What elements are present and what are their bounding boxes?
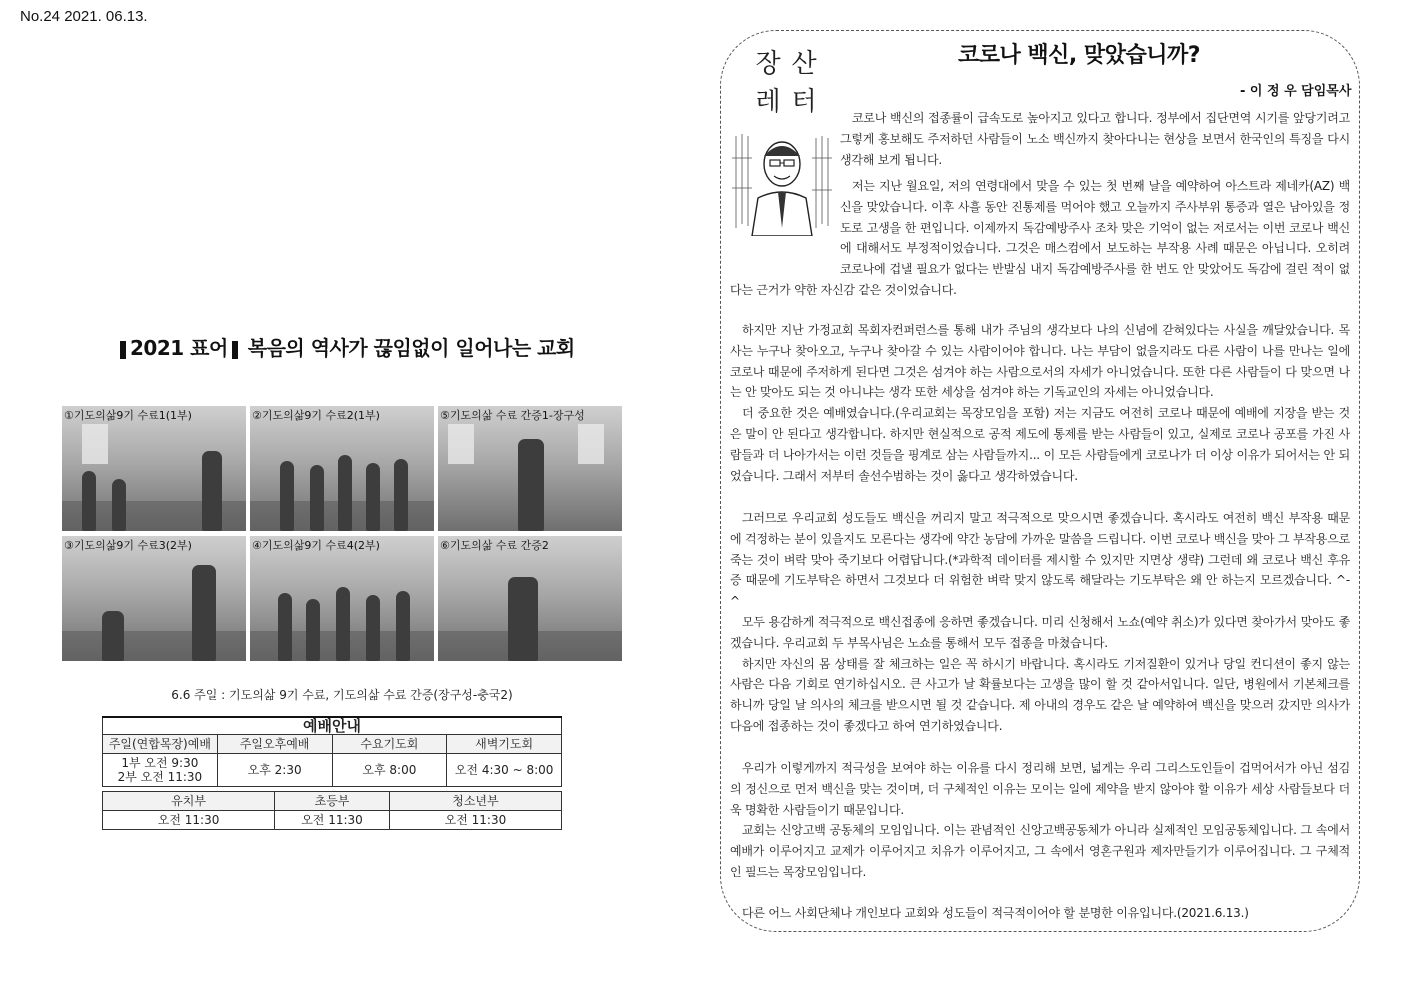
bar-mark [232,341,238,359]
photo-caption: ②기도의삶9기 수료2(1부) [252,409,380,422]
worship-schedule-table [102,716,562,830]
person-figure [192,565,216,661]
table-header: 수요기도회 [332,735,447,754]
paragraph-group [730,508,1350,737]
table-cell: 오전 11:30 [103,811,275,830]
table-header: 유치부 [103,792,275,811]
table-header: 초등부 [275,792,390,811]
column-paragraph: 교회는 신앙고백 공동체의 모임입니다. 이는 관념적인 신앙고백공동체가 아니라 실제적인 모임공동체입니다. 그 속에서 예배가 이루어지고 교제가 이루어지고 치유가 이루어지고, 그 속에서 영혼구원과 제자만들기가 이루어집니다. 그 구체적인 필드는 목장모임입니다. [730,823,1350,879]
person-figure [102,611,124,661]
service-time: 2부 오전 11:30 [117,770,203,784]
person-figure [394,459,408,531]
photo-window [82,424,108,464]
table-cell: 오전 4:30 ~ 8:00 [447,754,562,787]
person-figure [306,599,320,661]
photo-caption: ④기도의삶9기 수료4(2부) [252,539,380,552]
column-title: 코로나 백신, 맞았습니까? [958,43,1200,68]
paragraph [840,108,1350,170]
table-header: 주일(연합목장)예배 [103,735,218,754]
photo-window [578,424,604,464]
photo-caption: ⑥기도의삶 수료 간증2 [440,539,549,552]
column-paragraph: 저는 지난 월요일, 저의 연령대에서 맞을 수 있는 첫 번째 날을 예약하여 아스트라 제네카(AZ) 백신을 맞았습니다. 이후 사흘 동안 진통제를 먹어야 했고 오늘까지 주사부위 통증과 열은 남아있을 정도로 고생을 한 편입니다. 이제까지 독감예방주사 조차 맞은 기억이 없는 저로서는 이번 코로나 백신에 대해서도 부정적이었습니다. 그것은 매스컴에서 보도하는 부작용 사례 때문은 아닙니다. 오히려 코로나에 겁낼 필요가 없다는 반발심 내지 독감예방주사를 한 번도 안 맞았어도 독감에 걸린 적이 없다는 근거가 약한 자신감 같은 것이었습니다. [730,179,1350,297]
table-cell: 오후 2:30 [217,754,332,787]
motto-prefix: 2021 표어 [130,336,228,360]
badge-char: 장 [755,49,781,79]
table-header: 주일오후예배 [217,735,332,754]
badge-char: 산 [791,49,817,79]
table-header: 새벽기도회 [447,735,562,754]
photo-description: 6.6 주일 : 기도의삶 9기 수료, 기도의삶 수료 간증(장구성-충국2) [171,688,513,702]
photo-1 [62,406,246,531]
column-paragraph: 우리가 이렇게까지 적극성을 보여야 하는 이유를 다시 정리해 보면, 넓게는 우리 그리스도인들이 겁먹어서가 아닌 섬김의 정신으로 먼저 백신을 맞는 것이며, 더 구체적인 이유는 모이는 일에 제약을 받지 않아야 할 이유가 세상 사람들보다 더욱 명확한 사람들이기 때문입니다. [730,761,1350,817]
table-header: 청소년부 [389,792,561,811]
photo-caption: ⑤기도의삶 수료 간증1-장구성 [440,409,585,422]
column-badge [752,48,824,120]
column-paragraph: 하지만 지난 가정교회 목회자컨퍼런스를 통해 내가 주님의 생각보다 나의 신념에 갇혀있다는 사실을 깨달았습니다. 목사는 누구나 찾아오고, 누구나 찾아갈 수 있는 사람이어야 합니다. 나는 부담이 없을지라도 다른 사람이 나를 만나는 일에 코로나 때문에 주저하게 된다면 그것은 섬겨야 하는 사람으로서의 자세가 아니었습니다. 또한 다른 사람들이 다 맞으면 나는 안 맞아도 되는 것 아니냐는 생각 또한 세상을 섬겨야 하는 기독교인의 자세는 아니었습니다. [730,323,1350,400]
person-figure [112,479,126,531]
person-figure [518,439,544,531]
column-paragraph: 하지만 자신의 몸 상태를 잘 체크하는 일은 꼭 하시기 바랍니다. 혹시라도 기저질환이 있거나 당일 컨디션이 좋지 않는 사람은 다음 기회로 연기하십시오. 큰 사고가 날 확률보다는 고생을 많이 할 것 같아서입니다. 일단, 병원에서 기본체크를 하니까 당일 날 의사의 체크를 받으시면 될 것 같습니다. 제 아내의 경우도 같은 날 예약하여 백신을 맞으러 갔지만 의사가 다음에 접종하는 것이 좋겠다고 하여 연기하였습니다. [730,656,1350,733]
photo-floor [62,631,246,661]
person-figure [366,463,380,531]
person-figure [202,451,222,531]
column-paragraph: 코로나 백신의 접종률이 급속도로 높아지고 있다고 합니다. 정부에서 집단면역 시기를 앞당기려고 그렇게 홍보해도 주저하던 사람들이 노소 백신까지 찾아다니는 현상을 보면서 한국인의 특징을 다시 생각해 보게 됩니다. [840,111,1350,167]
photo-6 [438,536,622,661]
column-paragraph: 더 중요한 것은 예배였습니다.(우리교회는 목장모임을 포함) 저는 지금도 여전히 코로나 때문에 예배에 지장을 받는 것은 말이 안 된다고 생각합니다. 하지만 현실적으로 공적 제도에 통제를 받는 사람들이 있고, 실제로 코로나 공포를 가진 사람들과 더 나아가서는 이런 것들을 핑계로 삼는 사람들까지... 이 모든 사람들에게 코로나가 더 이상 이유가 되어서는 안 되었습니다. 그래서 저부터 솔선수범하는 것이 옳다고 생각하였습니다. [730,406,1351,483]
badge-char: 레 [755,87,781,117]
person-figure [336,587,350,661]
photo-3 [62,536,246,661]
table-title: 예배안내 [103,717,562,735]
person-figure [278,593,292,661]
church-motto [120,332,575,361]
person-figure [508,577,538,661]
service-time: 1부 오전 9:30 [121,756,199,770]
person-figure [310,465,324,531]
table-cell: 오전 11:30 [275,811,390,830]
column-closing: 다른 어느 사회단체나 개인보다 교회와 성도들이 적극적이어야 할 분명한 이유입니다.(2021.6.13.) [742,906,1249,920]
table-cell: 오전 11:30 [389,811,561,830]
bar-mark [120,341,126,359]
person-figure [82,471,96,531]
badge-char: 터 [791,87,817,117]
paragraph [730,903,1350,924]
column-author: - 이 정 우 담임목사 [1240,84,1352,99]
paragraph-wrapped [730,176,1350,302]
person-figure [396,591,410,661]
person-figure [366,595,380,661]
paragraph-group [730,320,1350,486]
photo-4 [250,536,434,661]
photo-5 [438,406,622,531]
table-cell [103,754,218,787]
photo-2 [250,406,434,531]
photo-window [448,424,474,464]
column-paragraph: 그러므로 우리교회 성도들도 백신을 꺼리지 말고 적극적으로 맞으시면 좋겠습니다. 혹시라도 여전히 백신 부작용 때문에 걱정하는 분이 있을지도 모른다는 생각에 약간 농담에 가까운 말씀을 드립니다. 이번 코로나 백신을 맞아 그 부작용으로 죽는 것이 벼락 맞아 죽기보다 어렵답니다.(*과학적 데이터를 제시할 수 있지만 지면상 생략) 그런데 왜 코로나 백신 후유증 때문에 기도부탁은 하면서 그것보다 더 위험한 벼락 맞지 않도록 해달라는 기도부탁은 왜 안 하는지 모르겠습니다. ^-^ [730,511,1350,609]
photo-grid [62,406,622,662]
photo-caption: ③기도의삶9기 수료3(2부) [64,539,192,552]
photo-caption: ①기도의삶9기 수료1(1부) [64,409,192,422]
person-figure [338,455,352,531]
paragraph-group [730,758,1350,883]
motto-text: 복음의 역사가 끊임없이 일어나는 교회 [247,336,575,360]
portrait-spacer [730,176,840,260]
table-cell: 오후 8:00 [332,754,447,787]
issue-number: No.24 2021. 06.13. [20,8,148,25]
person-figure [280,461,294,531]
column-paragraph: 모두 용감하게 적극적으로 백신접종에 응하면 좋겠습니다. 미리 신청해서 노쇼(예약 취소)가 있다면 찾아가서 맞아도 좋겠습니다. 우리교회 두 부목사님은 노쇼를 통해서 모두 접종을 마쳤습니다. [730,614,1350,650]
